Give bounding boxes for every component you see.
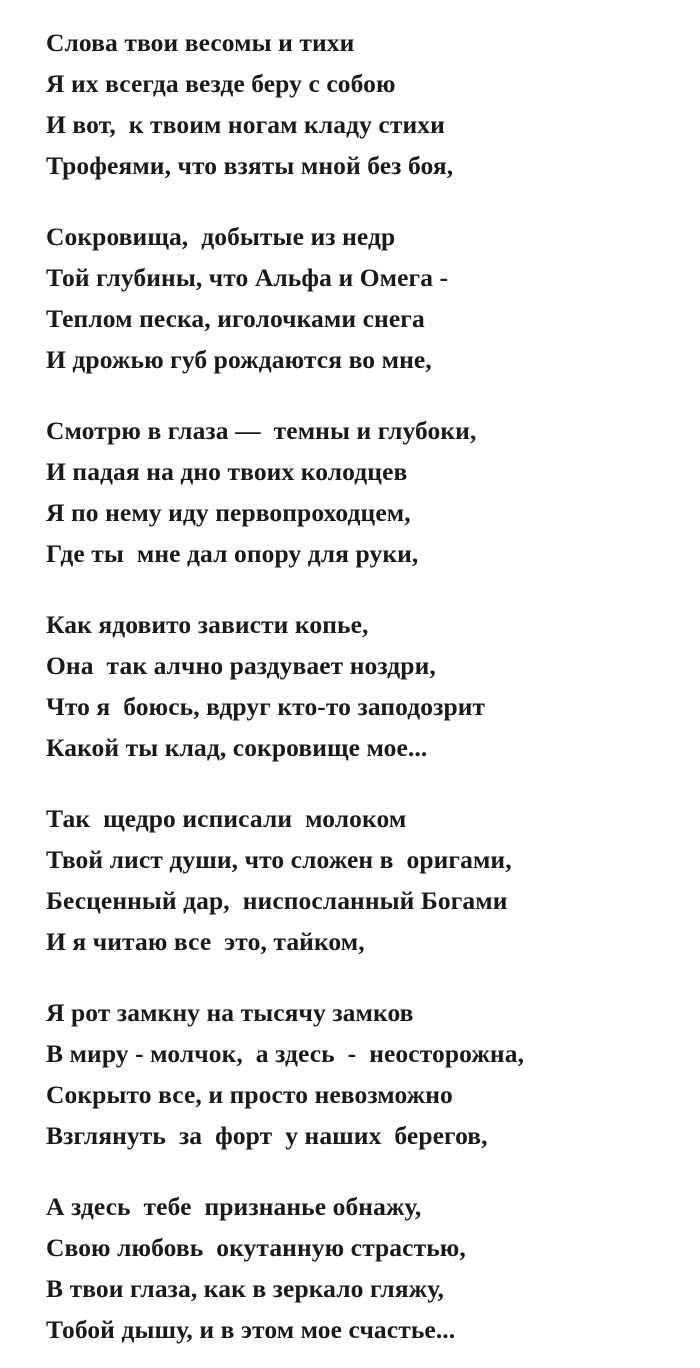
poem-line: Тобой дышу, и в этом мое счастье...	[46, 1315, 456, 1344]
stanza	[46, 992, 700, 1156]
poem-line: Как ядовито зависти копье,	[46, 610, 369, 639]
stanza	[46, 22, 700, 186]
poem-line: Что я боюсь, вдруг кто-то заподозрит	[46, 692, 486, 721]
stanza	[46, 1186, 700, 1350]
stanza	[46, 410, 700, 574]
poem-line: Трофеями, что взяты мной без боя,	[46, 151, 454, 180]
poem-line: Теплом песка, иголочками снега	[46, 304, 425, 333]
poem-line: И я читаю все это, тайком,	[46, 927, 365, 956]
stanza	[46, 216, 700, 380]
poem-line: Бесценный дар, ниспосланный Богами	[46, 886, 508, 915]
poem-line: Я по нему иду первопроходцем,	[46, 498, 411, 527]
poem-line: И падая на дно твоих колодцев	[46, 457, 408, 486]
poem-line: И дрожью губ рождаются во мне,	[46, 345, 432, 374]
poem-line: Взглянуть за форт у наших берегов,	[46, 1121, 488, 1150]
poem-line: Той глубины, что Альфа и Омега -	[46, 263, 449, 292]
poem-line: Где ты мне дал опору для руки,	[46, 539, 419, 568]
poem-line: Какой ты клад, сокровище мое...	[46, 733, 428, 762]
poem-line: В миру - молчок, а здесь - неосторожна,	[46, 1039, 525, 1068]
poem-line: И вот, к твоим ногам кладу стихи	[46, 110, 445, 139]
poem-line: Смотрю в глаза — темны и глубоки,	[46, 416, 477, 445]
poem-line: Твой лист души, что сложен в оригами,	[46, 845, 512, 874]
poem-line: Она так алчно раздувает ноздри,	[46, 651, 436, 680]
poem-line: А здесь тебе признанье обнажу,	[46, 1192, 422, 1221]
poem-line: Сокровища, добытые из недр	[46, 222, 396, 251]
poem-line: В твои глаза, как в зеркало гляжу,	[46, 1274, 444, 1303]
poem-line: Свою любовь окутанную страстью,	[46, 1233, 466, 1262]
poem-line: Сокрыто все, и просто невозможно	[46, 1080, 453, 1109]
poem-line: Я рот замкну на тысячу замков	[46, 998, 414, 1027]
poem-line: Так щедро исписали молоком	[46, 804, 407, 833]
stanza	[46, 604, 700, 768]
poem-line: Я их всегда везде беру с собою	[46, 69, 396, 98]
poem-line: Слова твои весомы и тихи	[46, 28, 355, 57]
stanza	[46, 798, 700, 962]
